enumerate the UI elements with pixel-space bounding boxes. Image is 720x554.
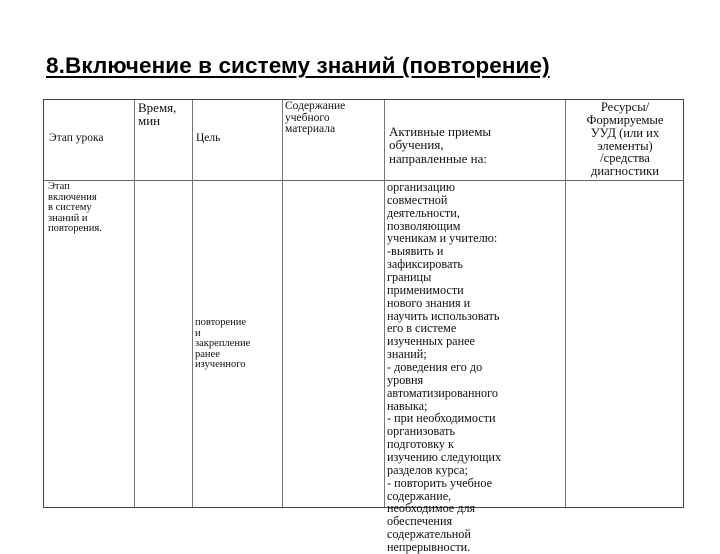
row-stage: Этап включения в систему знаний и повторения.	[48, 181, 102, 234]
header-content: Содержание учебного материала	[285, 100, 346, 135]
header-stage: Этап урока	[49, 132, 104, 144]
row-goal: повторение и закрепление ранее изученного	[195, 317, 251, 370]
lesson-stage-table	[43, 99, 684, 554]
header-goal: Цель	[196, 132, 221, 144]
column-divider	[282, 100, 283, 507]
header-row-divider	[44, 180, 683, 181]
column-divider	[192, 100, 193, 507]
column-divider	[565, 100, 566, 507]
header-time: Время, мин	[138, 100, 177, 129]
header-methods: Активные приемы обучения, направленные на:	[389, 124, 492, 166]
row-methods: организацию совместной деятельности, позволяющим ученикам и учителю: -выявить и зафиксировать границы применимости нового знания и научить использовать его в системе изученных ранее знаний; - доведения его до уровня автоматизированного навыка; - при необходимости организовать подготовку к изучению следующих разделов курса; - повторить учебное содержание, необходимое для обеспечения содержательной непрерывности.	[387, 180, 502, 554]
slide-title: 8.Включение в систему знаний (повторение)	[46, 53, 550, 78]
column-divider	[384, 100, 385, 507]
column-divider	[134, 100, 135, 507]
header-resources: Ресурсы/ Формируемые УУД (или их элементы) /средства диагностики	[586, 100, 664, 179]
